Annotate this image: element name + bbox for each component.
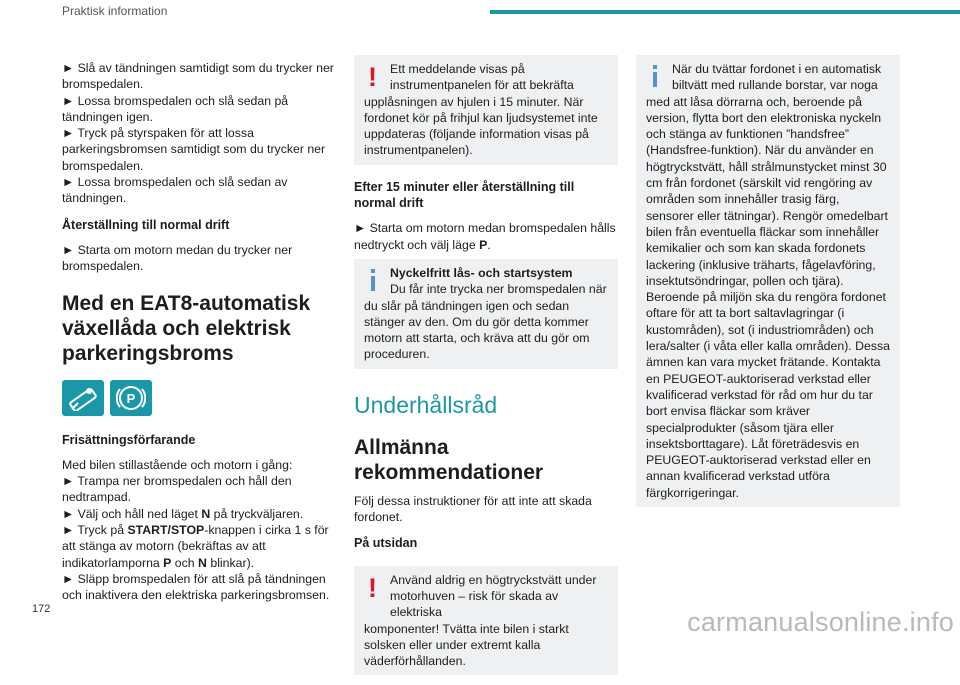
page-header-title: Praktisk information: [62, 4, 168, 18]
function-icons: [62, 380, 338, 416]
release-step-1: ► Trampa ner bromspedalen och håll den nedtrampad.: [62, 474, 292, 505]
info-box-car-wash: När du tvättar fordonet i en automatisk biltvätt med rullande borstar, var noga med att låsa dörrarna och, beroende på version, flytta bort den elektroniska nyckeln och stänga av funktionen ”handsfree” (Handsfree-funktion). När du använder en högtryckstvätt, håll strålmunstycket minst 30 cm från fordonet (särskilt vid rengöring av områden som innehåller trasig färg, sensorer eller tätningar). Rengör omedelbart bilen från eventuella fläckar som innehåller kemikalier och som kan skada fordonets lackering (inklusive träharts, fågelavföring, insektutsöndringar, pollen och tjära). Beroende på miljön ska du rengöra fordonet oftare för att ta bort saltavlagringar (i kustområden), sot (i industriområden) och lera/salter (i våta eller kalla områden). Dessa ämnen kan vara mycket frätande. Kontakta en PEUGEOT-auktoriserad verkstad eller kvalificerad verkstad för råd om hur du tar bort envisa fläckar som kräver specialprodukter (såsom tjära eller insektsborttagare). Låt företrädesvis en PEUGEOT-auktoriserad verkstad eller en annan kvalificerad verkstad utföra färgkorrigeringar.: [636, 55, 900, 507]
release-step-2: ► Välj och håll ned läget N på tryckväljaren.: [62, 506, 304, 521]
watermark: carmanualsonline.info: [687, 607, 954, 637]
info-icon: [650, 63, 664, 91]
restore-heading: Återställning till normal drift: [62, 217, 230, 232]
warning-box-pressure-washer: ! Använd aldrig en högtryckstvätt under motorhuven – risk för skada av elektriska komponenter! Tvätta inte bilen i starkt solsken eller under extremt kalla väderförhållanden.: [354, 566, 618, 676]
warning-icon: !: [368, 572, 377, 603]
warning-box-freewheel: ! Ett meddelande visas på instrumentpanelen för att bekräfta upplåsningen av hjulen i 15 minuter. När fordonet kör på frihjul kan ljudsystemet inte uppdateras (följande information visas på instrumentpanelen).: [354, 55, 618, 165]
header-accent-bar: [490, 10, 960, 14]
general-text: Följ dessa instruktioner för att inte att skada fordonet.: [354, 493, 592, 525]
eat8-heading: Med en EAT8-automatisk växellåda och elektrisk parkeringsbroms: [62, 291, 311, 365]
intro-step-1: ► Slå av tändningen samtidigt som du trycker ner bromspedalen.: [62, 61, 334, 92]
outside-heading: På utsidan: [354, 536, 418, 551]
page-number: 172: [32, 603, 51, 615]
column-middle: [354, 55, 618, 685]
release-heading: Frisättningsförfarande: [62, 432, 196, 447]
svg-text:P: P: [126, 390, 136, 406]
release-intro: Med bilen stillastående och motorn i gång:: [62, 457, 293, 472]
intro-step-2: ► Lossa bromspedalen och slå sedan på tändningen igen.: [62, 93, 289, 124]
column-right: [636, 55, 900, 517]
info-icon: [368, 267, 382, 295]
after15-text: ► Starta om motorn medan bromspedalen hålls nedtryckt och välj läge P.: [354, 221, 616, 252]
warning-icon: !: [368, 62, 377, 92]
info-box-keyless: Nyckelfritt lås- och startsystem Du får inte trycka ner bromspedalen när du slår på tändningen igen och sedan stänger av den. Om du gör detta kommer motorn att starta, och kräva att du gör om proceduren.: [354, 259, 618, 369]
section-title: Underhållsråd: [354, 391, 498, 418]
release-step-3: ► Tryck på START/STOP-knappen i cirka 1 s för att stänga av motorn (bekräftas av att indikatorlamporna P och N blinkar).: [62, 523, 329, 570]
parking-brake-icon: [110, 380, 152, 416]
intro-step-3: ► Tryck på styrspaken för att lossa parkeringsbromsen samtidigt som du trycker ner bromspedalen.: [62, 126, 326, 173]
intro-step-4: ► Lossa bromspedalen och slå sedan av tändningen.: [62, 175, 288, 206]
restore-text: ► Starta om motorn medan du trycker ner bromspedalen.: [62, 242, 293, 274]
column-left: [62, 60, 338, 604]
after15-heading: Efter 15 minuter eller återställning till normal drift: [354, 179, 575, 211]
general-heading: Allmänna rekommendationer: [354, 435, 544, 484]
gear-lever-icon: [62, 380, 104, 416]
release-step-4: ► Släpp bromspedalen för att slå på tändningen och inaktivera den elektriska parkeringsbromsen.: [62, 571, 330, 603]
